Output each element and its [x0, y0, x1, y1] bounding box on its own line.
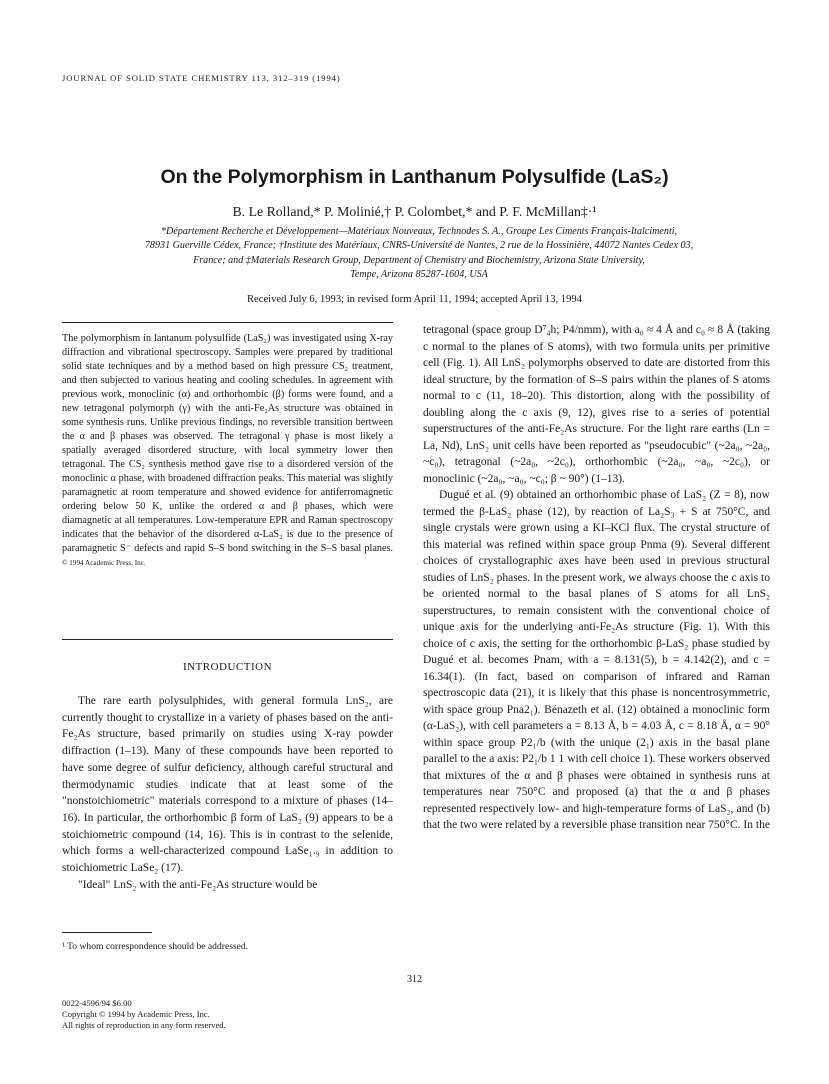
copyright-line: All rights of reproduction in any form reserved. [62, 1020, 226, 1030]
abstract-top-rule [62, 322, 393, 323]
affiliation-line: *Département Recherche et Développement—Matériaux Nouveaux, Technodes S. A., Groupe Les Ciments Français-Italcimenti, [160, 226, 678, 237]
abstract-bottom-rule [62, 639, 393, 640]
abstract-text: The polymorphism in lantanum polysulfide (LaS₂) was investigated using X-ray diffraction and vibrational spectroscopy. Samples were prepared by traditional solid state techniques and by a method based on high pressure CS₂ treatment, and then subjected to various heating and cooling schedules. In agreement with previous work, monoclinic (α) and orthorhombic (β) forms were found, and a new tetragonal polymorph (γ) with the anti-Fe₂As structure was obtained in some synthesis runs. Unlike previous findings, no reversible transition bertween the α and β phases was observed. The tetragonal γ phase is most likely a spatially averaged disordered structure, with local symmetry lower then tetragonal. The CS₂ synthesis method gave rise to a disordered version of the monoclinic α phase, with broadened diffraction peaks. This material was slightly paramagnetic at room temperature and showed evidence for antiferromagnetic ordering below 50 K, unlike the ordered α and β phases, which were diamagnetic at all temperatures. Low-temperature EPR and Raman spectroscopy indicates that the behavior of the disordered α-LaS₂ is due to the presence of paramagnetic S⁻ defects and rapid S–S bond switching in the S–S basal planes. [62, 333, 393, 554]
affiliation-line: Tempe, Arizona 85287-1604, USA [350, 269, 488, 281]
received-dates: Received July 6, 1993; in revised form April 11, 1994; accepted April 13, 1994 [246, 294, 582, 305]
abstract-copyright: © 1994 Academic Press, Inc. [62, 559, 146, 567]
affiliation-line: France; and ‡Materials Research Group, Department of Chemistry and Biochemistry, Arizona State University, [193, 254, 645, 266]
article-title: On the Polymorphism in Lanthanum Polysulfide (LaS₂) [160, 166, 669, 188]
paragraph: tetragonal (space group D⁷₄h; P4/nmm), with a₀ ≈ 4 Å and c₀ ≈ 8 Å (taking c normal to the planes of S atoms), with two formula units per primitive cell (Fig. 1). All LnS₂ polymorphs observed to date are distorted from this ideal structure, by the formation of S–S pairs within the planes of S atoms normal to c (11, 18–20). This distortion, along with the possibility of doubling along the c axis (9, 12), gives rise to a series of potential superstructures of the anti-Fe₂As structure. For the light rare earths (Ln = La, Nd), LnS₂ unit cells have been reported as "pseudocubic" (~2a₀, ~2a₀, ~c₀), tetragonal (~2a₀, ~2c₀), orthorhombic (~2a₀, ~a₀, ~2c₀), or monoclinic (~2a₀, ~a₀, ~c₀; β ~ 90°) (1–13). [423, 324, 770, 485]
footnote: ¹ To whom correspondence should be addressed. [62, 941, 249, 952]
footnote-rule [62, 932, 152, 933]
copyright-block [62, 998, 226, 1031]
page-number: 312 [407, 974, 422, 985]
copyright-line: 0022-4596/94 $6.00 [62, 998, 132, 1008]
introduction-body [62, 693, 393, 893]
copyright-line: Copyright © 1994 by Academic Press, Inc. [62, 1009, 210, 1019]
section-heading-introduction: INTRODUCTION [182, 661, 273, 673]
abstract [62, 332, 393, 570]
affiliation-line: 78931 Guerville Cédex, France; †Institute des Matériaux, CNRS-Université de Nantes, 2 rue de la Hossinière, 44072 Nantes Cedex 03, [144, 240, 694, 252]
right-column-body [423, 322, 770, 834]
paragraph: Dugué et al. (9) obtained an orthorhombic phase of LaS₂ (Z = 8), now termed the β-LaS₂ phase (12), by reaction of La₂S₃ + S at 750°C, and single crystals were grown using a KI–KCl flux. The crystal structure of this material was refined within space group Pnma (9). Several different choices of crystallographic axes have been used in previous structural studies of LnS₂ phases. In the present work, we always choose the c axis to be oriented normal to the basal planes of S atoms for all LnS₂ superstructures, to remain consistent with the conventional choice of unique axis for the underlying anti-Fe₂As structure (Fig. 1). With this choice of c axis, the setting for the orthorhombic β-LaS₂ phase studied by Dugué et al. becomes Pnam, with a = 8.131(5), b = 4.142(2), and c = 16.34(1). (In fact, based on comparison of infrared and Raman spectroscopic data (21), it is likely that this phase is noncentrosymmetric, with space group Pna2₁). Bénazeth et al. (12) obtained a monoclinic form (α-LaS₂), with cell parameters a = 8.13 Å, b = 4.03 Å, c = 8.18 Å, α = 90° within space group P2₁/b (with the unique (2₁) axis in the basal plane parallel to the a axis: P2₁/b 1 1 with cell choice 1). These workers observed that mixtures of the α and β phases were obtained in synthesis runs at temperatures near 750°C and proposed (a) that the α and β phases represented respectively low- and high-temperature forms of LaS₂, and (b) that the two were related by a reversible phase transition near 750°C. In the [423, 489, 770, 831]
affiliation-block [70, 225, 768, 283]
paragraph: The rare earth polysulphides, with general formula LnS₂, are currently thought to crystallize in a variety of phases based on the anti-Fe₂As structure, based primarily on studies using X-ray powder diffraction (1–13). Many of these compounds have been reported to have some degree of sulfur deficiency, although careful structural and thermodynamic studies indicate that at least some of the "nonstoichiometric" materials correspond to a mixture of phases (14–16). In particular, the orthorhombic β form of LaS₂ (9) appears to be a stoichiometric compound (14, 16). This is in contrast to the selenide, which forms a well-characterized compound LaSe₁.₉ in addition to stoichiometric LaSe₂ (17). [62, 695, 393, 875]
running-head: JOURNAL OF SOLID STATE CHEMISTRY 113, 312–319 (1994) [62, 73, 341, 83]
paragraph: "Ideal" LnS₂ with the anti-Fe₂As structure would be [78, 878, 318, 891]
author-list: B. Le Rolland,* P. Molinié,† P. Colombet,* and P. F. McMillan‡·¹ [232, 204, 597, 219]
